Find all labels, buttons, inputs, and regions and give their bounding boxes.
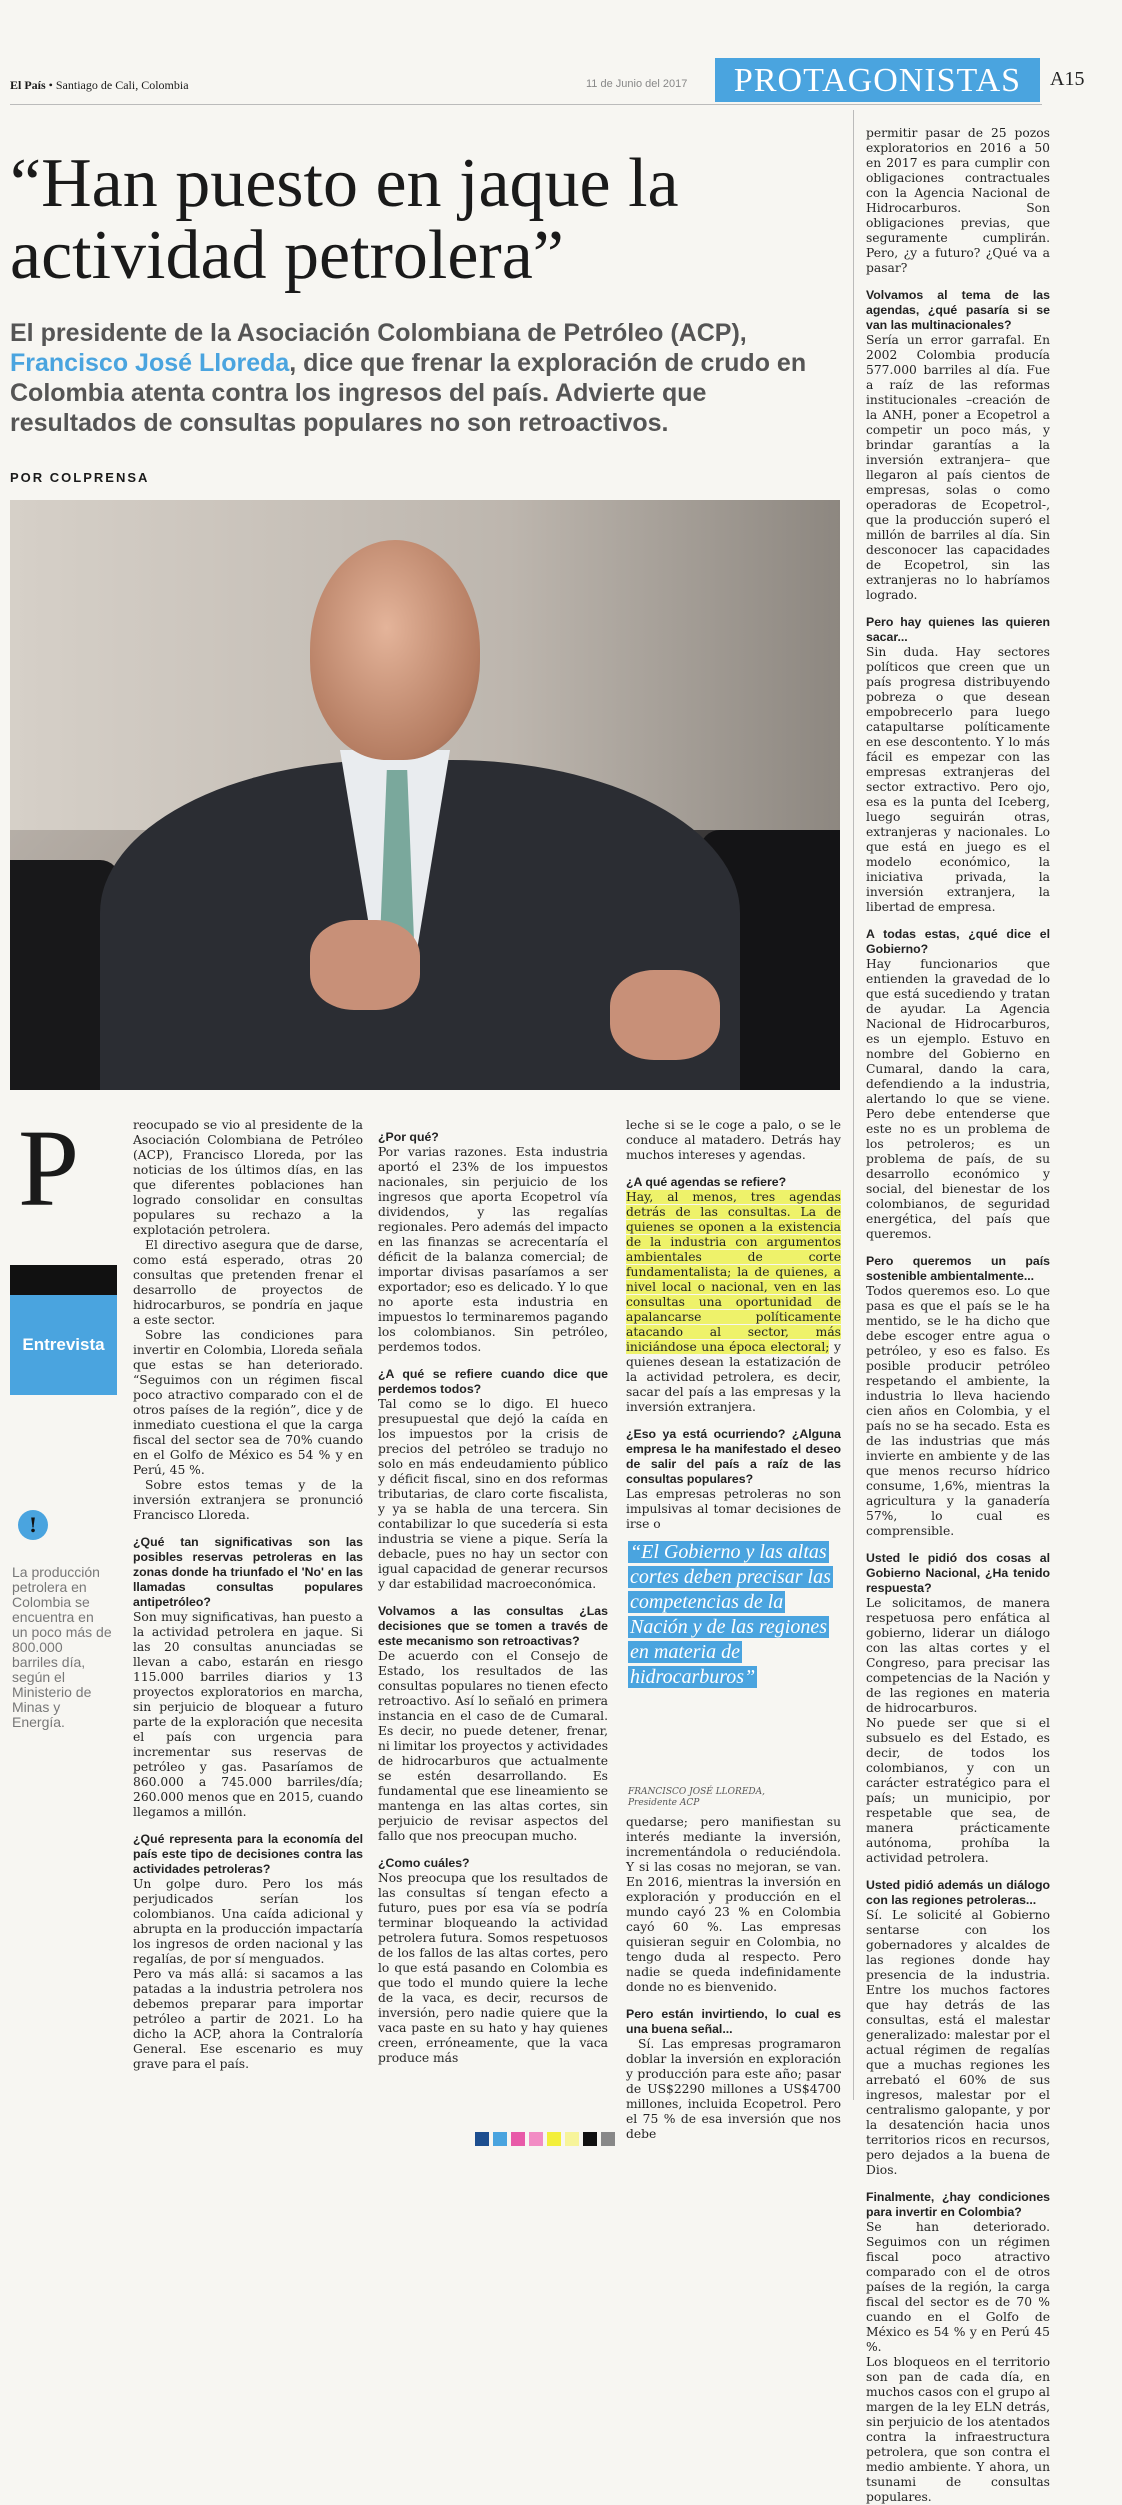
pull-quote xyxy=(628,1540,838,1690)
interview-question: Pero están invirtiendo, lo cual es una buena señal... xyxy=(626,2007,841,2036)
subtitle-name: Francisco José Lloreda xyxy=(10,349,290,377)
paragraph: Sobre estos temas y de la inversión extranjera se pronunció Francisco Lloreda. xyxy=(133,1478,363,1522)
highlighted-text: Hay, al menos, tres agendas detrás de las consultas. La de quienes se oponen a la existencia de la industria con argumentos ambientales de corte fundamentalista; la de quienes, a nivel local o nacional, ven en las consultas una oportunidad de apalancarse políticamente atacando al sector, más iniciándose una época electoral; xyxy=(626,1190,841,1354)
section-banner: PROTAGONISTAS xyxy=(715,58,1040,102)
print-mark xyxy=(565,2132,579,2146)
interview-question: ¿Qué tan significativas son las posibles reservas petroleras en las zonas donde ha triunfado el 'No' en las llamadas consultas populares antipetróleo? xyxy=(133,1535,363,1609)
section-tag-label: Entrevista xyxy=(22,1335,105,1354)
paragraph: Todos queremos eso. Lo que pasa es que el país se le ha mentido, se le ha dicho que debe escoger entre agua o petróleo, y eso es falso. Es posible producir petróleo respetando el ambiente, la industria lo lleva haciendo cien años en Colombia, y el país no se ha secado. Esta es de las industrias que más invierte en ambiente y de las que menos recurso hídrico consume, 1,6%, mientras la agricultura y la ganadería 57%, lo cual es comprensible. xyxy=(866,1284,1050,1538)
paragraph: Hay funcionarios que entienden la gravedad de lo que está sucediendo y tratan de ayudar. La Agencia Nacional de Hidrocarburos, es un ejemplo. Estuvo en nombre del Gobierno en Cumaral, dando la cara, defendiendo a la industria, alertando lo que se viene. Pero debe entenderse que este no es un problema de los petroleros; es un problema de país, de su desarrollo económico y social, del bienestar de los colombianos, de seguridad energética, del país que queremos. xyxy=(866,957,1050,1241)
paragraph: quedarse; pero manifiestan su interés mediante la inversión, incrementándola o reduciéndola. Y si las cosas no mejoran, se van. En 2016, mientras la inversión en exploración y producción en el mundo cayó 23 % en Colombia cayó 60 %. Las empresas quisieran seguir en Colombia, no tengo duda al respecto. Pero nadie se queda indefinidamente donde no es bienvenido. xyxy=(626,1815,841,1994)
paragraph: Las empresas petroleras no son impulsivas al tomar decisiones de irse o xyxy=(626,1487,841,1531)
interview-question: Volvamos a las consultas ¿Las decisiones que se tomen a través de este mecanismo son retroactivas? xyxy=(378,1604,608,1648)
paragraph: Pero va más allá: si sacamos a las patadas a la industria petrolera nos debemos preparar para importar petróleo a partir de 2021. Lo ha dicho la ACP, ahora la Contraloría General. Ese escenario es muy grave para el país. xyxy=(133,1967,363,2071)
interview-question: Usted pidió además un diálogo con las regiones petroleras... xyxy=(866,1878,1050,1907)
subtitle-b: , dice que frenar la exploración de crudo en Colombia atenta contra los ingresos del país. Advierte que resultados de consultas populares no son retroactivos. xyxy=(10,349,807,437)
paragraph: Son muy significativas, han puesto a la actividad petrolera en jaque. Si las 20 consultas anunciadas se llevan a cabo, estarán en riesgo 115.000 barriles diarios y 13 proyectos exploratorios en marcha, sin perjuicio de bloquear a futuro parte de la exploración que necesita el país con urgencia para incrementar sus reservas de petróleo y gas. Pasaríamos de 860.000 a 745.000 barriles/día; 260.000 menos que en 2015, cuando llegamos a millón. xyxy=(133,1610,363,1819)
print-mark xyxy=(493,2132,507,2146)
interview-question: Pero hay quienes las quieren sacar... xyxy=(866,615,1050,644)
interview-question: ¿Qué representa para la economía del país este tipo de decisiones contra las actividades petroleras? xyxy=(133,1832,363,1876)
page-number: A15 xyxy=(1050,68,1085,90)
article-column-2 xyxy=(378,1118,608,2066)
info-icon: ! xyxy=(18,1510,48,1540)
interview-question: Usted le pidió dos cosas al Gobierno Nacional, ¿Ha tenido respuesta? xyxy=(866,1551,1050,1595)
paragraph: Los bloqueos en el territorio son pan de cada día, en muchos casos con el grupo al margen de la ley ELN detrás, sin perjuicio de los atentados contra la infraestructura petrolera, que son contra el medio ambiente. Y ahora, un tsunami de consultas populares. xyxy=(866,2355,1050,2504)
article-column-1 xyxy=(133,1118,363,2072)
interview-question: Finalmente, ¿hay condiciones para invertir en Colombia? xyxy=(866,2190,1050,2219)
article-column-4 xyxy=(866,126,1050,2505)
paragraph: permitir pasar de 25 pozos exploratorios en 2016 a 50 en 2017 es para cumplir con obligaciones contractuales con la Agencia Nacional de Hidrocarburos. Son obligaciones previas, que seguramente cumplirán. Pero, ¿y a futuro? ¿Qué va a pasar? xyxy=(866,126,1050,275)
paragraph: Nos preocupa que los resultados de las consultas sí tengan efecto a futuro, pues por esa vía se podría terminar bloqueando la actividad petrolera futura. Somos respetuosos de los fallos de las altas cortes, pero lo que está pasando en Colombia es que todo el mundo quiere la leche de la vaca, es decir, recursos de inversión, pero nadie quiere que la vaca paste en su hato y hay quienes creen, erróneamente, que la vaca produce más xyxy=(378,1871,608,2065)
pull-quote-role: Presidente ACP xyxy=(628,1798,700,1808)
highlighted-paragraph xyxy=(626,1190,841,1415)
drop-cap: P xyxy=(18,1107,80,1229)
paragraph: No puede ser que si el subsuelo es del Estado, es decir, de todos los colombianos, y con un carácter estratégico para el país; un municipio, por respetable que sea, de manera prácticamente autónoma, prohíba la actividad petrolera. xyxy=(866,1716,1050,1865)
paragraph: Tal como se lo digo. El hueco presupuestal que dejó la caída en los impuestos por la crisis de precios del petróleo se tradujo no solo en más endeudamiento público y déficit fiscal, sino en dos reformas tributarias, de claro corte fiscalista, y ya se habla de una tercera. Sin contabilizar lo que sucedería si esta industria se viene a pique. Sería la debacle, pues no hay un sector con igual capacidad de generar recursos y dar estabilidad macroeconómica. xyxy=(378,1397,608,1591)
paragraph: reocupado se vio al presidente de la Asociación Colombiana de Petróleo (ACP), Francisco Lloreda, por las noticias de los últimos días, en las que diferentes poblaciones han logrado consolidar en consultas populares su rechazo a la explotación petrolera. xyxy=(133,1118,363,1237)
paragraph: Sobre las condiciones para invertir en Colombia, Lloreda señala que estas se han deteriorado. “Seguimos con un régimen fiscal poco atractivo comparado con el de otros países de la región”, dice y de inmediato cuestiona el que la carga fiscal del sector sea de 70% cuando en el Golfo de México es 54 % y en Perú, 45 %. xyxy=(133,1328,363,1477)
print-mark xyxy=(529,2132,543,2146)
paragraph: Por varias razones. Esta industria aportó el 23% de los impuestos nacionales, sin perjuicio de los ingresos que aporta Ecopetrol vía dividendos, y las regalías regionales. Pero además del impacto en las finanzas se acrecentaría el déficit de la balanza comercial; de importar divisas pasaríamos a ser exportador; eso es delicado. Y lo que no aporte esta industria en impuestos lo terminaremos pagando los colombianos. Sin petróleo, perdemos todos. xyxy=(378,1145,608,1354)
subtitle xyxy=(10,318,835,438)
header-rule xyxy=(10,104,1042,105)
interview-photo xyxy=(10,500,840,1090)
interview-question: A todas estas, ¿qué dice el Gobierno? xyxy=(866,927,1050,956)
column-rule xyxy=(853,110,854,2100)
byline: POR COLPRENSA xyxy=(10,470,150,485)
pull-quote-text: “El Gobierno y las altas cortes deben precisar las competencias de la Nación y de las regiones en materia de hidrocarburos” xyxy=(630,1541,831,1688)
subtitle-a: El presidente de la Asociación Colombiana de Petróleo (ACP), xyxy=(10,319,747,347)
paragraph: El directivo asegura que de darse, como está esperado, otras 20 consultas que pretenden frenar el desarrollo de proyectos de hidrocarburos, se pondría en jaque a este sector. xyxy=(133,1238,363,1327)
interview-question: ¿A qué se refiere cuando dice que perdemos todos? xyxy=(378,1367,608,1396)
article-column-3 xyxy=(626,1118,841,1532)
article-column-3-cont xyxy=(626,1815,841,2142)
pull-quote-credit xyxy=(628,1787,765,1809)
pull-quote-author: FRANCISCO JOSÉ LLOREDA, xyxy=(628,1787,765,1797)
headline: “Han puesto en jaque la actividad petrolera” xyxy=(10,145,679,294)
paragraph: Un golpe duro. Pero los más perjudicados serían los colombianos. Una caída adicional y abrupta en la producción impactaría los ingresos de orden nacional y las regalías, de por sí menguados. xyxy=(133,1877,363,1966)
paragraph: Sí. Las empresas programaron doblar la inversión en exploración y producción para este año; pasar de US$2290 millones a US$4700 millones, incluida Ecopetrol. Pero el 75 % de esa inversión que nos debe xyxy=(626,2037,841,2141)
paper-name: El País xyxy=(10,78,46,92)
print-mark xyxy=(475,2132,489,2146)
interview-question: ¿Por qué? xyxy=(378,1130,439,1144)
print-mark xyxy=(511,2132,525,2146)
interview-question: Volvamos al tema de las agendas, ¿qué pasaría si se van las multinacionales? xyxy=(866,288,1050,332)
section-tag xyxy=(10,1265,117,1395)
paragraph: Sería un error garrafal. En 2002 Colombia producía 577.000 barriles al día. Fue a raíz de las reformas institucionales –creación de la ANH, poner a Ecopetrol a competir un poco más, y brindar garantías a la inversión extranjera– que llegaron al país cientos de empresas, solas o como operadoras de Ecopetrol-, que la producción superó el millón de barriles al día. Sin desconocer las capacidades de Ecopetrol, sin las extranjeras no lo habríamos logrado. xyxy=(866,333,1050,602)
interview-question: ¿Como cuáles? xyxy=(378,1856,470,1870)
interview-question: Pero queremos un país sostenible ambientalmente... xyxy=(866,1254,1050,1283)
print-mark xyxy=(583,2132,597,2146)
interview-question: ¿A qué agendas se refiere? xyxy=(626,1175,787,1189)
interview-question: ¿Eso ya está ocurriendo? ¿Alguna empresa le ha manifestado el deseo de salir del país a raíz de las consultas populares? xyxy=(626,1427,841,1486)
info-text: La producción petrolera en Colombia se encuentra en un poco más de 800.000 barriles día, según el Ministerio de Minas y Energía. xyxy=(12,1564,112,1730)
masthead: El País • Santiago de Cali, Colombia xyxy=(10,78,189,92)
date: 11 de Junio del 2017 xyxy=(586,78,688,90)
paragraph: Le solicitamos, de manera respetuosa pero enfática al gobierno, liderar un diálogo con las altas cortes y el Congreso, para precisar las competencias de la Nación y de las regiones en materia de hidrocarburos. xyxy=(866,1596,1050,1715)
paragraph: Sin duda. Hay sectores políticos que creen que un país progresa distribuyendo pobreza o que desean empobrecerlo para luego catapultarse políticamente en ese descontento. Y lo más fácil es empezar con las empresas extranjeras del sector extractivo. Pero ojo, esa es la punta del Iceberg, luego seguirán otras, extranjeras y nacionales. Lo que está en juego es el modelo económico, la iniciativa privada, la inversión extranjera, la libertad de empresa. xyxy=(866,645,1050,914)
paragraph: Se han deteriorado. Seguimos con un régimen fiscal poco atractivo comparado con el de otros países de la región, la carga fiscal del sector es de 70 % cuando en el Golfo de México es 54 % y en Perú 45 %. xyxy=(866,2220,1050,2354)
print-mark xyxy=(601,2132,615,2146)
paragraph: De acuerdo con el Consejo de Estado, los resultados de las consultas populares no tienen efecto retroactivo. Así lo señaló en primera instancia en el caso de de Cumaral. Es decir, no puede detener, frenar, ni limitar los proyectos y actividades de hidrocarburos que actualmente se estén desarrollando. Es fundamental que ese lineamiento se mantenga en las altas cortes, sin perjuicio de revisar aspectos del fallo que nos preocupan mucho. xyxy=(378,1649,608,1843)
paragraph: leche si se le coge a palo, o se le conduce al matadero. Detrás hay muchos intereses y agendas. xyxy=(626,1118,841,1162)
highlighted-rest: y quienes desean la estatización de la actividad petrolera, es decir, sacar del país a las empresas y la inversión extranjera. xyxy=(626,1340,841,1414)
paragraph: Sí. Le solicité al Gobierno sentarse con los gobernadores y alcaldes de las regiones donde hay presencia de la industria. Entre los muchos factores que hay detrás de las consultas, está el malestar generalizado: malestar por el actual régimen de regalías que a muchas regiones les arrebató el 60% de sus ingresos, malestar por el centralismo galopante, y por la desatención hacia unos territorios ricos en recursos, pero dejados a la buena de Dios. xyxy=(866,1908,1050,2177)
print-mark xyxy=(547,2132,561,2146)
place: Santiago de Cali, Colombia xyxy=(55,78,189,92)
